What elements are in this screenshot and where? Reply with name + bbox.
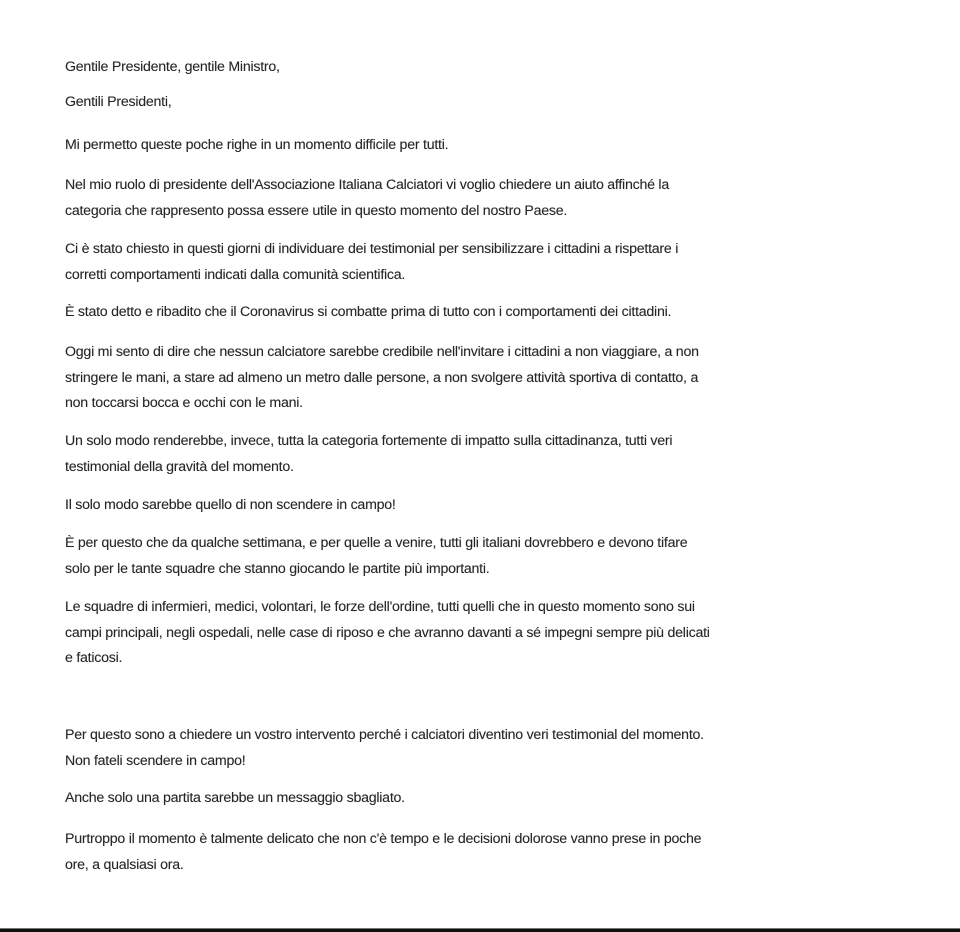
salutation-1: [65, 55, 945, 81]
paragraph-no-field: [65, 493, 945, 519]
text-line: Purtroppo il momento è talmente delicato che non c'è tempo e le decisioni dolorose vanno prese in poche: [65, 831, 702, 847]
paragraph-coronavirus: [65, 300, 945, 326]
paragraph-teams: [65, 595, 945, 672]
text-line: categoria che rappresento possa essere utile in questo momento del nostro Paese.: [65, 202, 568, 219]
text-line: Oggi mi sento di dire che nessun calciatore sarebbe credibile nell'invitare i cittadini a non viaggiare, a non: [65, 344, 699, 360]
paragraph-credibility: [65, 340, 945, 417]
paragraph-closing: [65, 827, 945, 878]
text-line: Nel mio ruolo di presidente dell'Associazione Italiana Calciatori vi voglio chiedere un aiuto affinché la: [65, 177, 669, 193]
salutation-2: [65, 90, 945, 116]
text-line: Il solo modo sarebbe quello di non scendere in campo!: [65, 497, 396, 513]
text-line: Per questo sono a chiedere un vostro intervento perché i calciatori diventino veri testimonial del momento.: [65, 727, 704, 743]
paragraph-wrong-message: [65, 786, 945, 812]
text-line: stringere le mani, a stare ad almeno un metro dalle persone, a non svolgere attività sportiva di contatto, a: [65, 369, 699, 386]
text-line: non toccarsi bocca e occhi con le mani.: [65, 395, 303, 412]
text-line: È per questo che da qualche settimana, e per quelle a venire, tutti gli italiani dovrebbero e devono tifare: [65, 535, 688, 551]
text-line: È stato detto e ribadito che il Coronavirus si combatte prima di tutto con i comportamenti dei cittadini.: [65, 304, 672, 320]
text-line: testimonial della gravità del momento.: [65, 458, 294, 475]
paragraph-request: [65, 723, 945, 774]
paragraph-role: [65, 173, 945, 224]
text-line: Ci è stato chiesto in questi giorni di individuare dei testimonial per sensibilizzare i cittadini a rispettare i: [65, 241, 679, 257]
bottom-border: [0, 928, 960, 932]
paragraph-intro: [65, 133, 945, 159]
paragraph-one-way: [65, 429, 945, 480]
text-line: Non fateli scendere in campo!: [65, 752, 246, 769]
text-line: Gentile Presidente, gentile Ministro,: [65, 59, 280, 75]
paragraph-testimonial-request: [65, 237, 945, 288]
text-line: corretti comportamenti indicati dalla comunità scientifica.: [65, 266, 406, 283]
text-line: campi principali, negli ospedali, nelle case di riposo e che avranno davanti a sé impegni sempre più delicati: [65, 624, 710, 641]
text-line: solo per le tante squadre che stanno giocando le partite più importanti.: [65, 560, 490, 577]
text-line: e faticosi.: [65, 650, 123, 667]
text-line: Un solo modo renderebbe, invece, tutta la categoria fortemente di impatto sulla cittadinanza, tutti veri: [65, 433, 673, 449]
text-line: Le squadre di infermieri, medici, volontari, le forze dell'ordine, tutti quelli che in questo momento sono sui: [65, 599, 695, 615]
text-line: Anche solo una partita sarebbe un messaggio sbagliato.: [65, 790, 405, 806]
paragraph-support: [65, 531, 945, 582]
text-line: ore, a qualsiasi ora.: [65, 856, 184, 873]
text-line: Mi permetto queste poche righe in un momento difficile per tutti.: [65, 137, 449, 153]
text-line: Gentili Presidenti,: [65, 94, 172, 110]
